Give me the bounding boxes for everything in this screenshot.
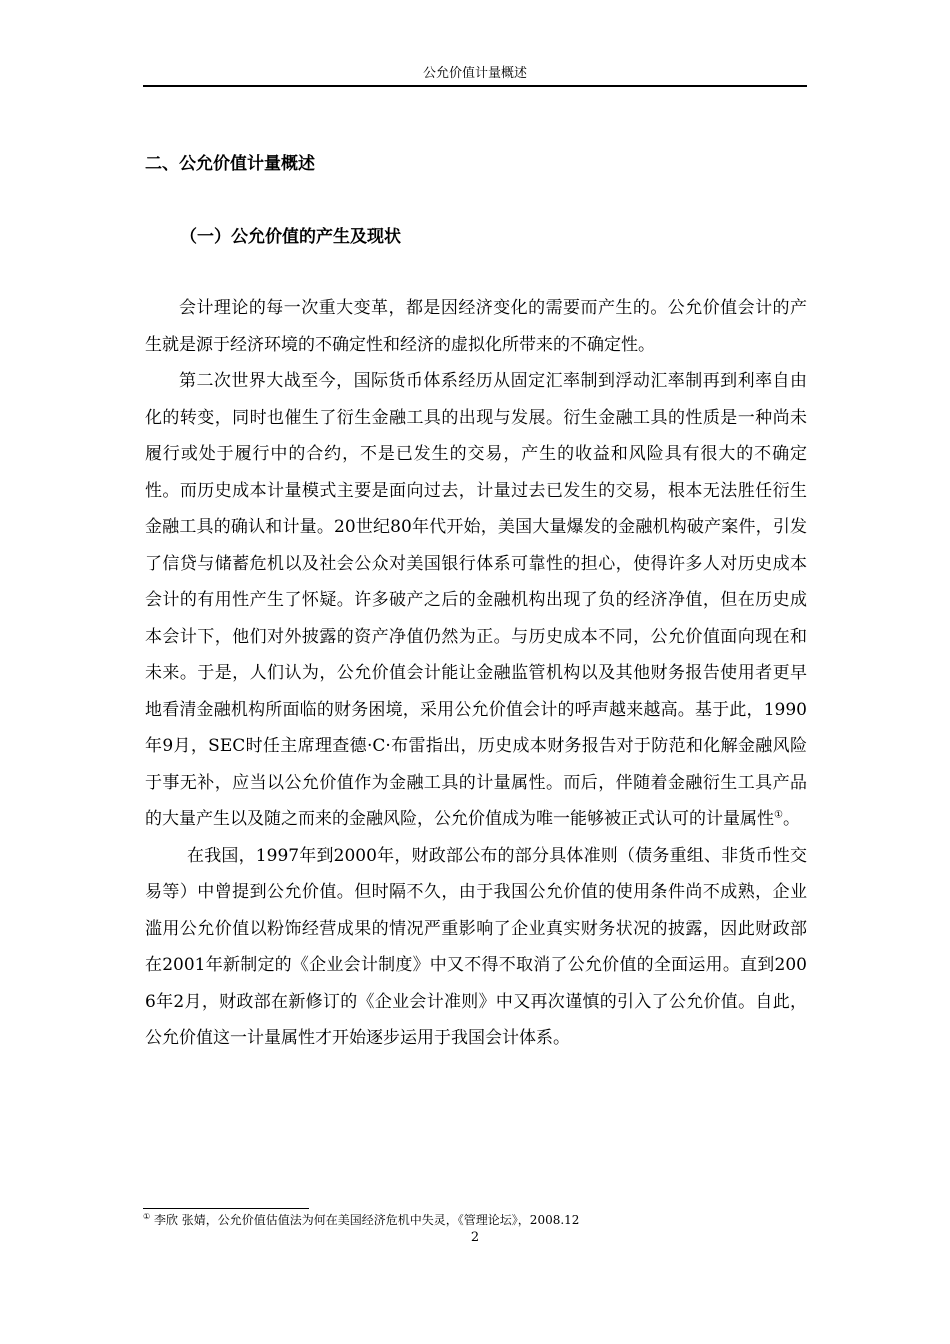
paragraph-china: 在我国，1997年到2000年，财政部公布的部分具体准则（债务重组、非货币性交易等）中曾提到公允价值。但时隔不久，由于我国公允价值的使用条件尚不成熟，企业滥用公允价值以粉饰经营成果的情况严重影响了企业真实财务状况的披露，因此财政部在2001年新制定的《企业会计制度》中又不得不取消了公允价值的全面运用。直到2006年2月，财政部在新修订的《企业会计准则》中又再次谨慎的引入了公允价值。自此，公允价值这一计量属性才开始逐步运用于我国会计体系。 xyxy=(145,845,807,1048)
paragraph-history xyxy=(145,363,807,838)
footnote-rule xyxy=(143,1208,309,1209)
footnote-text: 李欣 张婧，公允价值估值法为何在美国经济危机中失灵，《管理论坛》，2008.12 xyxy=(150,1213,580,1227)
footnote-mark: ① xyxy=(143,1212,151,1221)
page-number: 2 xyxy=(470,1230,480,1245)
footnote-reference[interactable]: ① xyxy=(774,809,783,821)
paragraph-history-text: 第二次世界大战至今，国际货币体系经历从固定汇率制到浮动汇率制再到利率自由化的转变，同时也催生了衍生金融工具的出现与发展。衍生金融工具的性质是一种尚未履行或处于履行中的合约，不是已发生的交易，产生的收益和风险具有很大的不确定性。而历史成本计量模式主要是面向过去，计量过去已发生的交易，根本无法胜任衍生金融工具的确认和计量。20世纪80年代开始，美国大量爆发的金融机构破产案件，引发了信贷与储蓄危机以及社会公众对美国银行体系可靠性的担心，使得许多人对历史成本会计的有用性产生了怀疑。许多破产之后的金融机构出现了负的经济净值，但在历史成本会计下，他们对外披露的资产净值仍然为正。与历史成本不同，公允价值面向现在和未来。于是，人们认为，公允价值会计能让金融监管机构以及其他财务报告使用者更早地看清金融机构所面临的财务困境，采用公允价值会计的呼声越来越高。基于此，1990年9月，SEC时任主席理查德·C·布雷指出，历史成本财务报告对于防范和化解金融风险于事无补，应当以公允价值作为金融工具的计量属性。而后，伴随着金融衍生工具产品的大量产生以及随之而来的金融风险，公允价值成为唯一能够被正式认可的计量属性 xyxy=(145,371,807,829)
footnote xyxy=(143,1212,579,1228)
running-header: 公允价值计量概述 xyxy=(422,66,527,81)
paragraph-history-end: 。 xyxy=(782,809,800,829)
header-rule xyxy=(143,85,807,87)
body-text xyxy=(145,290,807,1057)
section-heading: 二、公允价值计量概述 xyxy=(145,154,315,174)
paragraph-origin: 会计理论的每一次重大变革，都是因经济变化的需要而产生的。公允价值会计的产生就是源于经济环境的不确定性和经济的虚拟化所带来的不确定性。 xyxy=(145,298,807,355)
subsection-heading: （一）公允价值的产生及现状 xyxy=(180,227,401,247)
